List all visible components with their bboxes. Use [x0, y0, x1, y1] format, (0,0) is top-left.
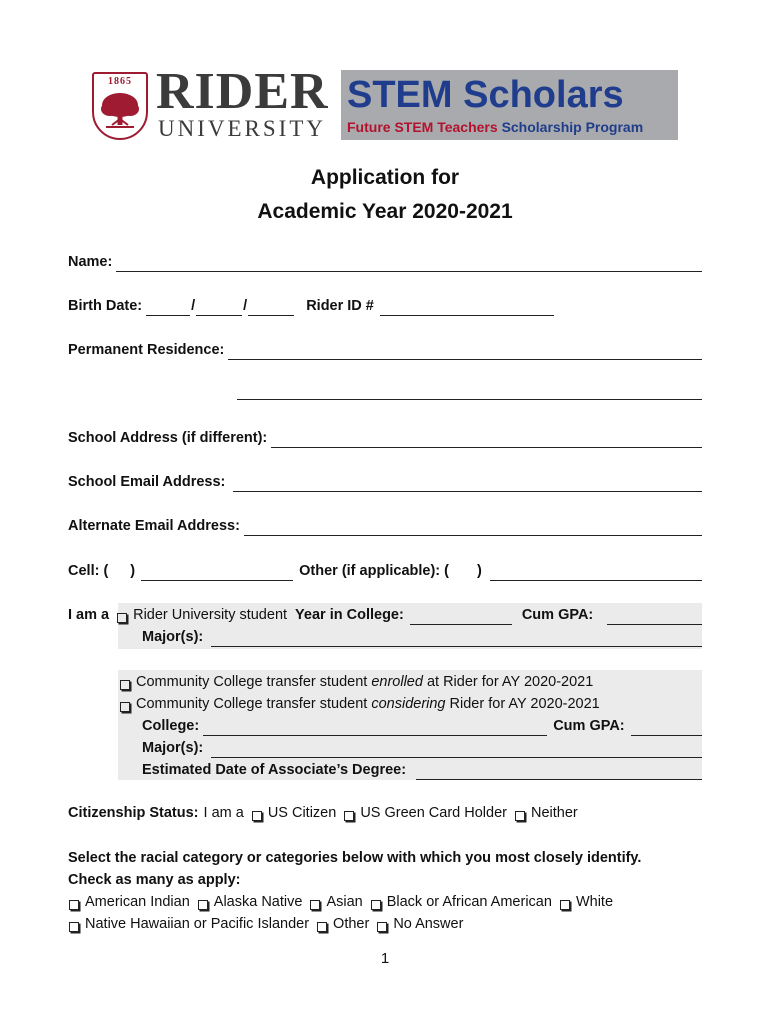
permanent-residence-field-2[interactable] [237, 384, 702, 400]
cc-considering-label-end: Rider for AY 2020-2021 [449, 696, 600, 712]
neither-checkbox[interactable] [515, 811, 525, 821]
green-card-label: US Green Card Holder [360, 805, 507, 821]
neither-label: Neither [530, 805, 578, 821]
race-options-row-1 [68, 892, 702, 912]
cc-enrolled-label: Community College transfer student [136, 674, 368, 690]
majors-2-row [142, 738, 702, 758]
alternate-email-row [68, 516, 702, 536]
asian-label: Asian [326, 894, 363, 910]
university-wordmark: UNIVERSITY [158, 116, 326, 141]
cc-considering-row [118, 694, 702, 714]
black-african-american-checkbox[interactable] [371, 900, 381, 910]
native-hawaiian-label: Native Hawaiian or Pacific Islander [85, 916, 310, 932]
majors-2-label: Major(s): [142, 740, 204, 756]
birth-date-row [68, 296, 702, 316]
permanent-residence-label: Permanent Residence: [68, 342, 225, 358]
subtitle-future-stem: Future STEM Teachers [347, 119, 498, 135]
associates-row [142, 760, 702, 780]
cc-considering-checkbox[interactable] [120, 702, 130, 712]
subtitle-scholarship-program: Scholarship Program [501, 119, 644, 135]
title-line-1: Application for [310, 166, 460, 189]
other-phone-field[interactable] [490, 565, 702, 581]
rider-stem-logo [92, 63, 682, 142]
title-line-2: Academic Year 2020-2021 [257, 200, 513, 223]
year-in-college-field[interactable] [410, 609, 512, 625]
school-address-label: School Address (if different): [68, 430, 268, 446]
majors-field[interactable] [211, 631, 702, 647]
white-label: White [575, 894, 614, 910]
cum-gpa-2-field[interactable] [631, 720, 702, 736]
citizenship-label: Citizenship Status: [68, 805, 199, 821]
white-checkbox[interactable] [560, 900, 570, 910]
stem-scholars-banner [341, 70, 678, 140]
cc-enrolled-emphasis: enrolled [371, 674, 423, 690]
majors-row [142, 627, 702, 647]
us-citizen-label: US Citizen [267, 805, 337, 821]
rider-id-field[interactable] [380, 300, 554, 316]
university-seal [92, 72, 148, 140]
rider-student-row [68, 605, 702, 625]
permanent-residence-field[interactable] [228, 344, 702, 360]
rider-student-label: Rider University student [133, 607, 288, 623]
asian-checkbox[interactable] [310, 900, 320, 910]
cum-gpa-2-label: Cum GPA: [553, 718, 625, 734]
citizenship-row [68, 803, 702, 823]
birth-day-field[interactable] [196, 300, 242, 316]
permanent-residence-row-2 [237, 384, 702, 400]
school-address-row [68, 428, 702, 448]
name-label: Name: [68, 254, 113, 270]
black-african-american-label: Black or African American [386, 894, 552, 910]
majors-label: Major(s): [142, 629, 204, 645]
no-answer-label: No Answer [393, 916, 464, 932]
cc-considering-label: Community College transfer student [136, 696, 368, 712]
alternate-email-label: Alternate Email Address: [68, 518, 240, 534]
race-instruction-1: Select the racial category or categories below with which you most closely identify. [68, 850, 642, 866]
other-close-paren: ) [476, 563, 482, 579]
school-address-field[interactable] [271, 432, 702, 448]
race-instruction-row-2 [68, 870, 702, 890]
cum-gpa-label: Cum GPA: [521, 607, 594, 623]
birth-month-field[interactable] [146, 300, 190, 316]
alaska-native-label: Alaska Native [213, 894, 303, 910]
school-email-row [68, 472, 702, 492]
green-card-checkbox[interactable] [344, 811, 354, 821]
cell-close-paren: ) [130, 563, 136, 579]
birth-year-field[interactable] [248, 300, 294, 316]
race-instruction-row [68, 848, 702, 868]
associates-field[interactable] [416, 764, 702, 780]
school-email-label: School Email Address: [68, 474, 226, 490]
majors-2-field[interactable] [211, 742, 702, 758]
other-race-checkbox[interactable] [317, 922, 327, 932]
stem-scholars-title: STEM Scholars [347, 74, 624, 116]
school-email-field[interactable] [233, 476, 702, 492]
cell-field[interactable] [141, 565, 293, 581]
cc-enrolled-label-end: at Rider for AY 2020-2021 [426, 674, 594, 690]
tree-icon [98, 89, 142, 133]
phone-row [68, 561, 702, 581]
rider-id-label: Rider ID # [306, 298, 374, 314]
us-citizen-checkbox[interactable] [252, 811, 262, 821]
american-indian-label: American Indian [85, 894, 190, 910]
i-am-a-label: I am a [68, 607, 110, 623]
college-row [142, 716, 702, 736]
race-instruction-2: Check as many as apply: [68, 872, 241, 888]
alternate-email-field[interactable] [244, 520, 702, 536]
cc-considering-emphasis: considering [371, 696, 446, 712]
college-field[interactable] [203, 720, 547, 736]
date-separator: / [243, 298, 248, 314]
no-answer-checkbox[interactable] [377, 922, 387, 932]
college-label: College: [142, 718, 200, 734]
american-indian-checkbox[interactable] [69, 900, 79, 910]
alaska-native-checkbox[interactable] [198, 900, 208, 910]
cc-enrolled-checkbox[interactable] [120, 680, 130, 690]
cc-enrolled-row [118, 672, 702, 692]
date-separator: / [191, 298, 196, 314]
stem-scholars-subtitle [347, 118, 643, 136]
cell-label: Cell: ( [68, 563, 109, 579]
rider-student-checkbox[interactable] [117, 613, 127, 623]
permanent-residence-row [68, 340, 702, 360]
year-in-college-label: Year in College: [295, 607, 404, 623]
associates-label: Estimated Date of Associate’s Degree: [142, 762, 407, 778]
cum-gpa-field[interactable] [607, 609, 702, 625]
birth-date-label: Birth Date: [68, 298, 143, 314]
page-number: 1 [380, 950, 390, 967]
race-options-row-2 [68, 914, 702, 934]
name-field[interactable] [116, 256, 702, 272]
other-phone-label: Other (if applicable): ( [299, 563, 449, 579]
citizenship-prefix: I am a [203, 805, 244, 821]
name-row [68, 252, 702, 272]
seal-year: 1865 [108, 76, 132, 87]
native-hawaiian-checkbox[interactable] [69, 922, 79, 932]
rider-wordmark: RIDER [156, 63, 329, 120]
other-race-label: Other [333, 916, 370, 932]
